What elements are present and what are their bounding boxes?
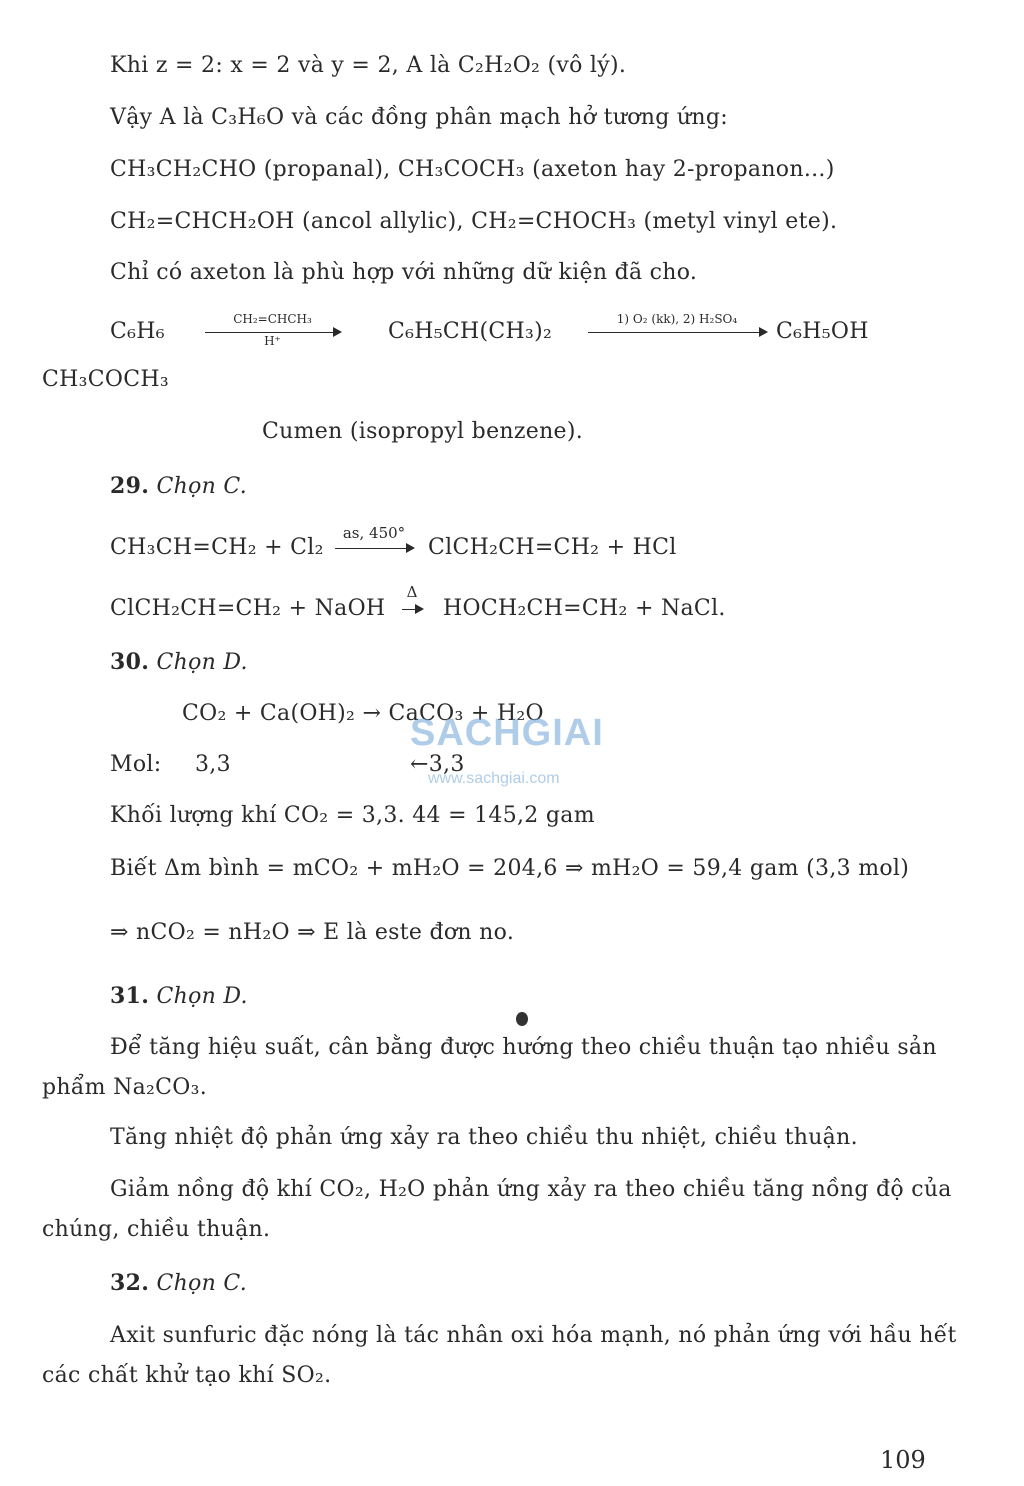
scheme-start: C₆H₆ (110, 319, 165, 344)
reaction-right: ClCH₂CH=CH₂ + HCl (428, 535, 677, 560)
watermark-logo: SACHGIAI (410, 712, 604, 754)
scheme-byproduct: CH₃COCH₃ (42, 367, 169, 392)
text-line: chúng, chiều thuận. (42, 1217, 271, 1242)
scheme-product: C₆H₅OH (776, 319, 869, 344)
answer-choice: Chọn D. (156, 650, 248, 675)
question-heading (110, 648, 248, 677)
text-line: Để tăng hiệu suất, cân bằng được hướng theo chiều thuận tạo nhiều sản (110, 1035, 937, 1060)
page-number: 109 (880, 1446, 926, 1474)
question-heading (110, 982, 248, 1011)
mol-value: ←3,3 (410, 752, 465, 777)
text-line: CH₃CH₂CHO (propanal), CH₃COCH₃ (axeton hay 2-propanon...) (110, 157, 835, 182)
text-line: Axit sunfuric đặc nóng là tác nhân oxi hóa mạnh, nó phản ứng với hầu hết (110, 1323, 957, 1348)
question-number: 32. (110, 1270, 150, 1296)
text-line: Chỉ có axeton là phù hợp với những dữ kiện đã cho. (110, 260, 698, 285)
scheme-intermediate: C₆H₅CH(CH₃)₂ (388, 319, 553, 344)
text-line: Giảm nồng độ khí CO₂, H₂O phản ứng xảy ra theo chiều tăng nồng độ của (110, 1177, 952, 1202)
text-line: Biết Δm bình = mCO₂ + mH₂O = 204,6 ⇒ mH₂O = 59,4 gam (3,3 mol) (110, 856, 910, 881)
arrow-condition-top: CH₂=CHCH₃ (233, 312, 312, 326)
answer-choice: Chọn C. (156, 1271, 248, 1296)
arrow-condition-top: as, 450° (342, 524, 406, 542)
answer-choice: Chọn D. (156, 984, 248, 1009)
ink-blot (516, 1012, 528, 1026)
arrow-condition-top: 1) O₂ (kk), 2) H₂SO₄ (616, 312, 738, 326)
text-line: ⇒ nCO₂ = nH₂O ⇒ E là este đơn no. (110, 920, 515, 945)
text-line: Khối lượng khí CO₂ = 3,3. 44 = 145,2 gam (110, 803, 595, 828)
answer-choice: Chọn C. (156, 474, 248, 499)
question-heading (110, 1269, 247, 1298)
reaction-left: CH₃CH=CH₂ + Cl₂ (110, 535, 324, 560)
question-number: 30. (110, 649, 150, 675)
text-line: Khi z = 2: x = 2 và y = 2, A là C₂H₂O₂ (vô lý). (110, 53, 627, 78)
question-heading (110, 472, 247, 501)
arrow-condition-top: Δ (406, 583, 418, 601)
text-line: Vậy A là C₃H₆O và các đồng phân mạch hở tương ứng: (110, 105, 728, 130)
question-number: 31. (110, 983, 150, 1009)
reaction-equation: CO₂ + Ca(OH)₂ → CaCO₃ + H₂O (182, 701, 544, 726)
text-line: phẩm Na₂CO₃. (42, 1075, 208, 1100)
text-line: Tăng nhiệt độ phản ứng xảy ra theo chiều thu nhiệt, chiều thuận. (110, 1125, 858, 1150)
scheme-note: Cumen (isopropyl benzene). (262, 419, 584, 444)
question-number: 29. (110, 473, 150, 499)
arrow-condition-bottom: H⁺ (264, 334, 281, 348)
watermark-url: www.sachgiai.com (428, 770, 560, 787)
text-line: các chất khử tạo khí SO₂. (42, 1363, 332, 1388)
text-line: CH₂=CHCH₂OH (ancol allylic), CH₂=CHOCH₃ (metyl vinyl ete). (110, 209, 838, 234)
reaction-left: ClCH₂CH=CH₂ + NaOH (110, 596, 386, 621)
mol-label: Mol: (110, 752, 162, 777)
mol-value: 3,3 (195, 752, 231, 777)
reaction-right: HOCH₂CH=CH₂ + NaCl. (443, 596, 726, 621)
